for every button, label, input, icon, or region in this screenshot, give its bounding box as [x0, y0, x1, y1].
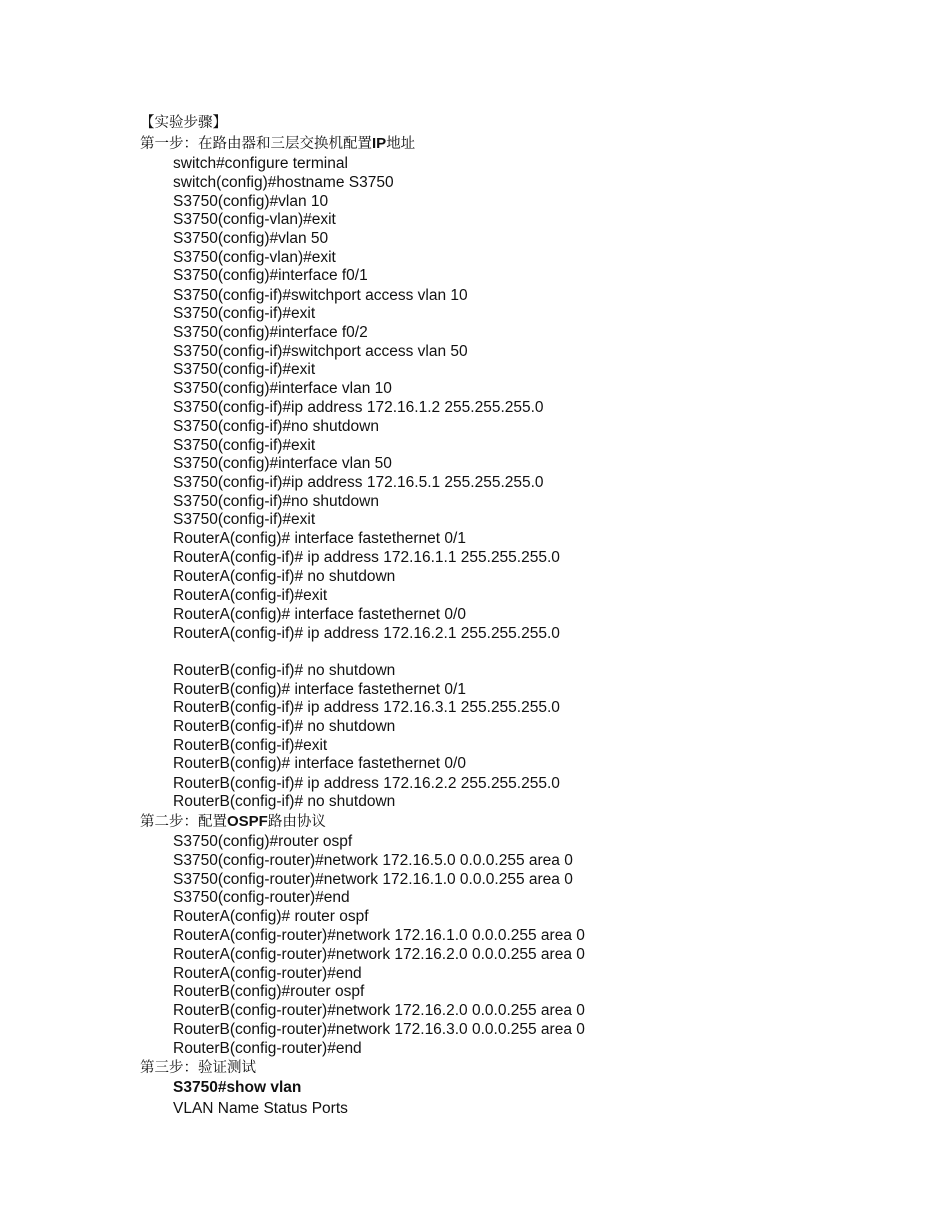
- step-1-prefix: 第一步：在路由器和三层交换机配置: [140, 136, 372, 152]
- command-line: S3750(config-if)#exit: [173, 305, 316, 322]
- command-line: S3750(config-if)#switchport access vlan 10: [173, 287, 468, 304]
- step-2-emphasis: OSPF: [227, 813, 268, 830]
- command-line: RouterA(config-if)#exit: [173, 587, 328, 604]
- command-line: RouterB(config-if)# no shutdown: [173, 793, 396, 810]
- command-line: RouterA(config)# interface fastethernet 0/1: [173, 530, 466, 547]
- command-line: RouterA(config-router)#end: [173, 965, 362, 982]
- command-line: S3750(config-if)#exit: [173, 361, 316, 378]
- command-line: RouterA(config-router)#network 172.16.2.0 0.0.0.255 area 0: [173, 946, 585, 963]
- command-line: S3750(config-vlan)#exit: [173, 211, 336, 228]
- step-1-emphasis: IP: [372, 135, 387, 152]
- command-line: RouterA(config)# interface fastethernet 0/0: [173, 606, 466, 623]
- command-line: RouterA(config-router)#network 172.16.1.0 0.0.0.255 area 0: [173, 927, 585, 944]
- command-line: S3750(config)#vlan 50: [173, 230, 329, 247]
- command-line: S3750(config-if)#switchport access vlan 50: [173, 343, 468, 360]
- command-line: S3750(config)#interface vlan 10: [173, 380, 392, 397]
- command-line: RouterB(config-if)# ip address 172.16.3.1 255.255.255.0: [173, 699, 560, 716]
- command-line: S3750(config)#interface f0/2: [173, 324, 368, 341]
- command-line: RouterB(config-if)#exit: [173, 737, 328, 754]
- command-line: RouterB(config)# interface fastethernet 0/1: [173, 681, 466, 698]
- command-line: S3750(config)#router ospf: [173, 833, 353, 850]
- command-line: RouterB(config-if)# no shutdown: [173, 718, 396, 735]
- command-line: S3750(config)#interface vlan 50: [173, 455, 392, 472]
- command-line: RouterB(config-router)#network 172.16.2.0 0.0.0.255 area 0: [173, 1002, 585, 1019]
- command-line: RouterA(config-if)# ip address 172.16.2.1 255.255.255.0: [173, 625, 560, 642]
- command-line: switch#configure terminal: [173, 155, 348, 172]
- step-2-prefix: 第二步：配置: [140, 814, 227, 830]
- command-line: S3750(config-if)#exit: [173, 437, 316, 454]
- command-line: S3750(config-if)#no shutdown: [173, 493, 379, 510]
- command-line: RouterA(config-if)# no shutdown: [173, 568, 396, 585]
- command-line: RouterB(config-router)#network 172.16.3.0 0.0.0.255 area 0: [173, 1021, 585, 1038]
- step-1-heading: [140, 134, 415, 154]
- command-line: RouterA(config-if)# ip address 172.16.1.1 255.255.255.0: [173, 549, 560, 566]
- command-line: S3750#show vlan: [173, 1079, 302, 1096]
- command-line: S3750(config-vlan)#exit: [173, 249, 336, 266]
- command-line: S3750(config-if)#ip address 172.16.5.1 255.255.255.0: [173, 474, 544, 491]
- command-line: S3750(config-if)#ip address 172.16.1.2 255.255.255.0: [173, 399, 544, 416]
- command-line: S3750(config-router)#network 172.16.5.0 0.0.0.255 area 0: [173, 852, 573, 869]
- step-1-suffix: 地址: [386, 136, 416, 152]
- command-line: S3750(config-if)#exit: [173, 511, 316, 528]
- step-2-heading: [140, 812, 326, 832]
- command-line: S3750(config-if)#no shutdown: [173, 418, 379, 435]
- command-line: switch(config)#hostname S3750: [173, 174, 394, 191]
- command-line: S3750(config)#vlan 10: [173, 193, 329, 210]
- command-line: RouterB(config-if)# no shutdown: [173, 662, 396, 679]
- step-3-heading: 第三步：验证测试: [140, 1060, 256, 1076]
- command-line: S3750(config-router)#network 172.16.1.0 0.0.0.255 area 0: [173, 871, 573, 888]
- step-2-suffix: 路由协议: [267, 814, 326, 830]
- command-line: RouterB(config)#router ospf: [173, 983, 365, 1000]
- section-title: 【实验步骤】: [140, 115, 227, 131]
- command-line: VLAN Name Status Ports: [173, 1100, 348, 1117]
- command-line: RouterB(config-router)#end: [173, 1040, 362, 1057]
- command-line: RouterB(config-if)# ip address 172.16.2.2 255.255.255.0: [173, 775, 560, 792]
- command-line: S3750(config-router)#end: [173, 889, 350, 906]
- command-line: S3750(config)#interface f0/1: [173, 267, 368, 284]
- command-line: RouterA(config)# router ospf: [173, 908, 369, 925]
- command-line: RouterB(config)# interface fastethernet 0/0: [173, 755, 466, 772]
